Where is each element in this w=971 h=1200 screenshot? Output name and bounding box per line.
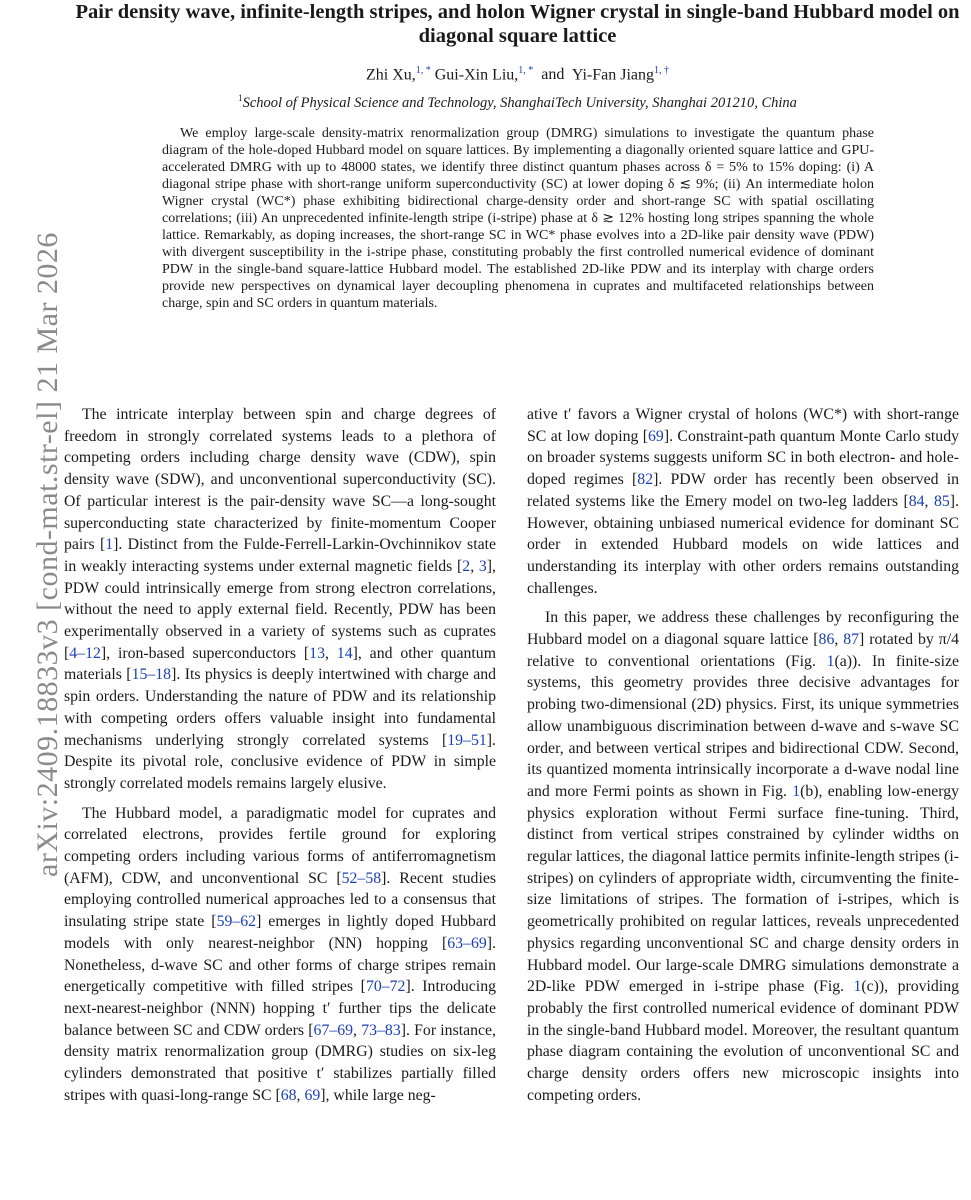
paragraph-text: ], iron-based superconductors [ (100, 644, 310, 662)
paragraph-text: ]. However, obtaining unbiased numerical evidence for dominant SC order in extended Hubbard models on wide lattices and understanding its interplay with other orders remains outstanding challenges. (527, 492, 959, 597)
citation-link[interactable]: 59–62 (216, 913, 257, 931)
paragraph-text: In this paper, we address these challenges by reconfiguring the Hubbard model on a diagonal square lattice [ (527, 609, 959, 649)
paper-title: Pair density wave, infinite-length stripes, and holon Wigner crystal in single-band Hubbard model on diagonal square lattice (75, 1, 960, 47)
citation-link[interactable]: 86 (818, 631, 835, 649)
citation-link[interactable]: 4–12 (69, 644, 101, 662)
paragraph-text: ]. Constraint-path quantum Monte Carlo study on broader systems suggests uniform SC in both electron- and hole-doped regimes [ (527, 427, 959, 489)
paragraph-text: ] emerges in lightly doped Hubbard models with only nearest-neighbor (NN) hopping [ (64, 913, 496, 952)
citation-link[interactable]: 15–18 (131, 666, 172, 684)
author-affiliation-mark[interactable]: 1, † (654, 65, 670, 76)
citation-link[interactable]: 1 (792, 782, 801, 800)
paragraph-text: , (296, 1086, 305, 1104)
affiliation (70, 93, 965, 112)
paragraph-text: ]. Distinct from the Fulde-Ferrell-Larkin-Ovchinnikov state in weakly interacting systems under external magnetic fields [ (64, 536, 496, 575)
author-affiliation-mark[interactable]: 1, * (518, 65, 534, 76)
paragraph-text: ]. Introducing next-nearest-neighbor (NNN) hopping t′ further tips the delicate balance between SC and CDW orders [ (64, 978, 496, 1039)
citation-link[interactable]: 19–51 (447, 731, 487, 749)
paragraph-text: ative t′ favors a Wigner crystal of holons (WC*) with short-range SC at low doping [ (527, 406, 959, 445)
author-name: Yi-Fan Jiang (571, 66, 655, 84)
citation-link[interactable]: 68 (280, 1086, 297, 1104)
author-affiliation-mark[interactable]: 1, * (415, 65, 431, 76)
paragraph-text: ]. Nonetheless, d-wave SC and other forms of charge stripes remain energetically competitive with filled stripes [ (64, 934, 496, 996)
body-column-right (527, 404, 959, 1115)
citation-link[interactable]: 69 (648, 427, 664, 445)
citation-link[interactable]: 82 (637, 471, 654, 489)
paragraph-text: (a)). In finite-size systems, this geometry provides three decisive advantages for probing two-dimensional (2D) physics. First, its unique symmetries allow unambiguous discrimination between d-wave and s-wave SC order, and between vertical stripes and bidirectional CDW. Second, its quantized momenta intrinsically incorporate a d-wave nodal line and more Fermi points as shown in Fig. (527, 652, 959, 800)
citation-link[interactable]: 70–72 (365, 978, 406, 996)
paragraph-text: ], while large neg- (320, 1086, 436, 1104)
citation-link[interactable]: 3 (478, 557, 487, 575)
citation-link[interactable]: 1 (105, 536, 114, 554)
body-paragraph (64, 404, 496, 795)
author-name: Gui-Xin Liu, (434, 66, 519, 84)
citation-link[interactable]: 67–69 (313, 1021, 354, 1039)
paragraph-text: ], and other quantum materials [ (64, 644, 496, 684)
citation-link[interactable]: 2 (462, 557, 471, 575)
body-paragraph (64, 803, 496, 1107)
affiliation-text: School of Physical Science and Technology, ShanghaiTech University, Shanghai 201210, China (242, 94, 797, 111)
body-paragraph (527, 404, 959, 599)
citation-link[interactable]: 52–58 (341, 869, 382, 887)
citation-link[interactable]: 84 (908, 492, 925, 510)
paragraph-text: ]. PDW order has recently been observed in related systems like the Emery model on two-leg ladders [ (527, 471, 959, 510)
paragraph-text: (b), enabling low-energy physics exploration without Fermi surface fine-tuning. Third, distinct from vertical stripes constrained by cylinder widths on regular lattices, the diagonal lattice permits infinite-length stripes (i-stripes) on cylinders of appropriate width, circumventing the finite-size limitations of stripes. The formation of i-stripes, which is geometrically prohibited on regular lattices, reveals unprecedented physics regarding unconventional SC and charge density orders in Hubbard model. Our large-scale DMRG simulations demonstrate a 2D-like PDW emerged in i-stripe phase (Fig. (527, 782, 960, 996)
paragraph-text: , (470, 557, 479, 575)
author-name: Zhi Xu, (365, 66, 416, 84)
paragraph-text: The intricate interplay between spin and charge degrees of freedom in strongly correlated systems leads to a plethora of competing orders including charge density wave (CDW), spin density wave (SDW), and unconventional superconductivity (SC). Of particular interest is the pair-density wave SC—a long-sought superconducting state characterized by finite-momentum Cooper pairs [ (64, 406, 496, 554)
citation-link[interactable]: 85 (933, 492, 950, 510)
paragraph-text: ], PDW could intrinsically emerge from strong electron correlations, without the need to apply external field. Recently, PDW has been experimentally observed in a variety of systems such as cuprates [ (64, 557, 496, 662)
citation-link[interactable]: 73–83 (361, 1021, 401, 1039)
paragraph-text: , (324, 644, 337, 662)
paragraph-text: ] rotated by π/4 relative to conventional orientations (Fig. (527, 631, 959, 670)
paragraph-text: ]. Recent studies employing controlled numerical approaches led to a consensus that insulating stripe state [ (64, 869, 496, 931)
paragraph-text: The Hubbard model, a paradigmatic model for cuprates and correlated electrons, provides fertile ground for exploring competing orders including various forms of antiferromagnetism (AFM), CDW, and unconventional SC [ (64, 804, 496, 887)
citation-link[interactable]: 69 (304, 1086, 321, 1104)
citation-link[interactable]: 1 (826, 652, 835, 670)
affiliation-mark: 1 (238, 93, 243, 103)
citation-link[interactable]: 13 (309, 644, 325, 662)
author-list (70, 65, 965, 84)
paragraph-text: , (353, 1021, 362, 1039)
citation-link[interactable]: 63–69 (447, 934, 487, 952)
paragraph-text: (c)), providing probably the first controlled numerical evidence of dominant PDW in the single-band Hubbard model. Moreover, the resultant quantum phase diagram containing the evolution of unconventional SC and charge density orders offers new microscopic insights into competing orders. (527, 978, 959, 1104)
paragraph-text: ]. Its physics is deeply intertwined with charge and spin orders. Understanding the nature of PDW and its relationship with competing orders offers valuable insight into fundamental mechanisms underlying strongly correlated systems [ (64, 666, 497, 749)
citation-link[interactable]: 87 (843, 631, 860, 649)
citation-link[interactable]: 14 (336, 644, 353, 662)
citation-link[interactable]: 1 (853, 978, 862, 996)
paragraph-text: ]. Despite its pivotal role, conclusive evidence of PDW in simple strongly correlated models remains largely elusive. (64, 731, 496, 792)
body-paragraph (527, 607, 959, 1106)
paragraph-text: ]. For instance, density matrix renormalization group (DMRG) studies on six-leg cylinders demonstrated that positive t′ stabilizes partially filled stripes with quasi-long-range SC [ (64, 1021, 496, 1104)
body-column-left (64, 404, 496, 1115)
author-conjunction: and (541, 66, 565, 84)
abstract: We employ large-scale density-matrix renormalization group (DMRG) simulations to investigate the quantum phase diagram of the hole-doped Hubbard model on square lattices. By implementing a diagonally oriented square lattice and GPU-accelerated DMRG with up to 48000 states, we identify three distinct quantum phases across δ = 5% to 15% doping: (i) A diagonal stripe phase with short-range uniform superconductivity (SC) at lower doping δ ≲ 9%; (ii) An intermediate holon Wigner crystal (WC*) phase exhibiting bidirectional charge-density order and short-range SC with spatial oscillating correlations; (iii) An unprecedented infinite-length stripe (i-stripe) phase at δ ≳ 12% hosting long stripes spanning the whole lattice. Remarkably, as doping increases, the short-range SC in WC* phase evolves into a 2D-like pair density wave (PDW) with divergent susceptibility in the i-stripe phase, constituting probably the first controlled numerical evidence of dominant PDW in the single-band square-lattice Hubbard model. The established 2D-like PDW and its interplay with charge orders provide new perspectives on dynamical layer decoupling phenomena in cuprates and multifaceted relationships between charge, spin and SC orders in quantum materials. (162, 126, 874, 311)
paragraph-text: , (834, 631, 844, 649)
paragraph-text: , (924, 492, 934, 510)
arxiv-identifier-stamp: arXiv:2409.18833v3 [cond-mat.str-el] 21 Mar 2026 (31, 232, 64, 877)
